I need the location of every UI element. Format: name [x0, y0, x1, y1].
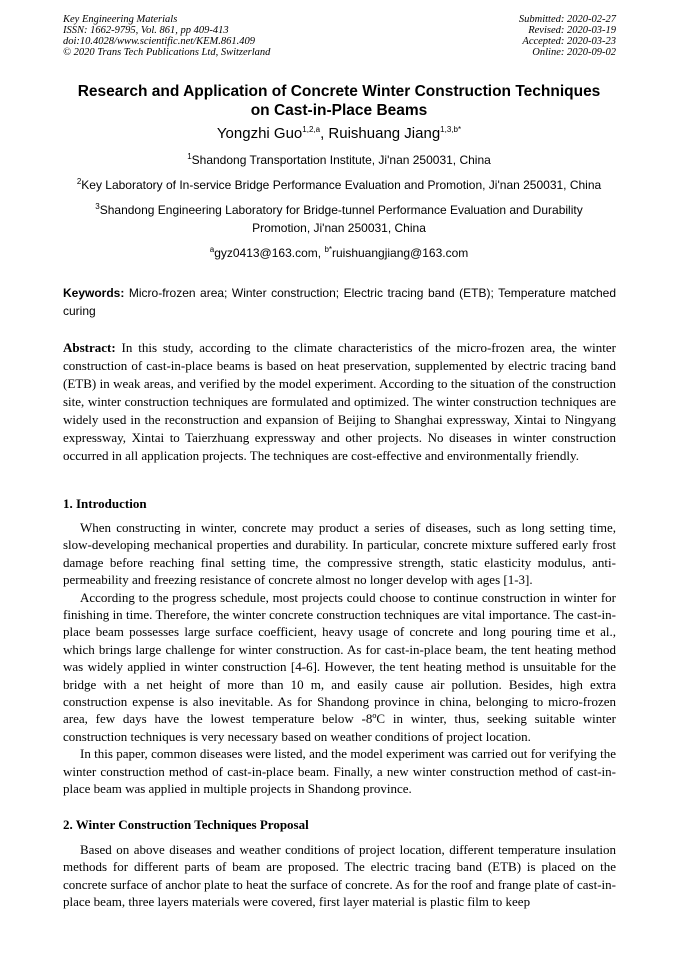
accepted-date: Accepted: 2020-03-23 [522, 36, 616, 47]
affiliation-2 [40, 176, 638, 194]
affiliation-3-marker: 3 [95, 202, 100, 211]
revised-date: Revised: 2020-03-19 [528, 25, 616, 36]
section-2-paragraph-1: Based on above diseases and weather conditions of project location, different temperature insulation methods for different parts of beam are proposed. The electric tracing band (ETB) is placed on the concrete surface of anchor plate to heat the surface of concrete. As for the roof and frange plate of cast-in-place beam, three layers materials were covered, first layer material is plastic film to keep [63, 842, 616, 910]
section-1-paragraph-2: According to the progress schedule, most projects could choose to continue construction in winter for finishing in time. Therefore, the winter concrete construction techniques are vital importance. The cast-in-place beam possesses large surface coefficient, heavy usage of concrete and long pouring time et al., which brings large challenge for winter construction. As for cast-in-place beam, the tent heating method was widely applied in winter construction [4-6]. However, the tent heating method is unsuitable for the bridge with a net height of more than 10 m, and easily cause air pollution. Besides, high extra construction expense is also inevitable. As for Shandong province in china, belonging to micro-frozen area, few days have the lowest temperature below -8ºC in winter, thus, seeking suitable winter construction techniques is very necessary based on weather conditions of project location. [63, 589, 616, 744]
author-list [40, 125, 638, 143]
section-1-body [63, 519, 616, 798]
author-2-affil: 1,3,b* [440, 125, 462, 134]
submitted-date: Submitted: 2020-02-27 [518, 14, 616, 25]
affiliation-3-line-1 [40, 201, 638, 219]
email-b-marker: b* [324, 245, 332, 254]
affiliation-1 [40, 151, 638, 169]
affiliation-3 [40, 201, 638, 237]
keywords-block [63, 284, 616, 320]
affiliation-3-text: Shandong Engineering Laboratory for Bridge-tunnel Performance Evaluation and Durability [99, 203, 583, 217]
copyright-line: © 2020 Trans Tech Publications Ltd, Switzerland [63, 47, 271, 58]
doi-line: doi:10.4028/www.scientific.net/KEM.861.409 [63, 36, 255, 47]
title-line-1: Research and Application of Concrete Winter Construction Techniques [77, 83, 601, 100]
keywords-text: Micro-frozen area; Winter construction; Electric tracing band (ETB); Temperature matched curing [63, 286, 616, 318]
section-1-heading: 1. Introduction [63, 496, 147, 511]
email-line [40, 244, 638, 262]
author-1-affil: 1,2,a [302, 125, 321, 134]
paper-title [40, 82, 638, 120]
email-a-marker: a [209, 245, 215, 254]
journal-name: Key Engineering Materials [63, 14, 178, 25]
keywords-label: Keywords: [63, 286, 125, 300]
author-separator: , [320, 125, 329, 142]
email-b[interactable]: ruishuangjiang@163.com [332, 246, 469, 260]
affiliation-2-text: Key Laboratory of In-service Bridge Performance Evaluation and Promotion, Ji'nan 250031, China [81, 178, 602, 192]
affiliation-2-marker: 2 [76, 177, 82, 186]
affiliation-1-marker: 1 [187, 152, 192, 161]
title-line-2: on Cast-in-Place Beams [250, 102, 428, 119]
online-date: Online: 2020-09-02 [532, 47, 616, 58]
author-1: Yongzhi Guo [216, 125, 303, 142]
header-right [519, 14, 616, 58]
author-2: Ruishuang Jiang [328, 125, 441, 142]
section-2-heading: 2. Winter Construction Techniques Proposal [63, 817, 309, 832]
email-a[interactable]: gyz0413@163.com, [214, 246, 325, 260]
abstract-text: In this study, according to the climate characteristics of the micro-frozen area, the winter construction of cast-in-place beams is based on heat preservation, supplemented by electric tracing band (ETB) in weak areas, and verified by the model experiment. According to the situation of the construction site, winter construction techniques are formulated and optimized. The winter construction techniques are widely used in the reconstruction and expansion of Beijing to Shanghai expressway, Xintai to Ningyang expressway, Xintai to Taierzhuang expressway and other projects. No diseases in winter construction occurred in all application projects. The techniques are cost-effective and environmentally friendly. [63, 340, 616, 463]
issn-line: ISSN: 1662-9795, Vol. 861, pp 409-413 [63, 25, 229, 36]
affiliation-3-line-2: Promotion, Ji'nan 250031, China [252, 221, 426, 235]
affiliation-1-text: Shandong Transportation Institute, Ji'nan 250031, China [191, 153, 491, 167]
section-2-body [63, 841, 616, 911]
section-1-paragraph-3: In this paper, common diseases were listed, and the model experiment was carried out for verifying the winter construction method of cast-in-place beam. Finally, a new winter construction method of cast-in-place beam was applied in multiple projects in Shandong province. [63, 746, 616, 797]
abstract-block [63, 339, 616, 465]
section-1-paragraph-1: When constructing in winter, concrete may product a series of diseases, such as long setting time, slow-developing mechanical properties and durability. In particular, concrete mixture suffered early frost damage before reaching final setting time, the compressive strength, static elasticity modulus, anti-permeability and freezing resistance of concrete almost no longer develop with ages [1-3]. [63, 520, 616, 588]
abstract-label: Abstract: [63, 340, 116, 355]
header-left [63, 14, 270, 58]
